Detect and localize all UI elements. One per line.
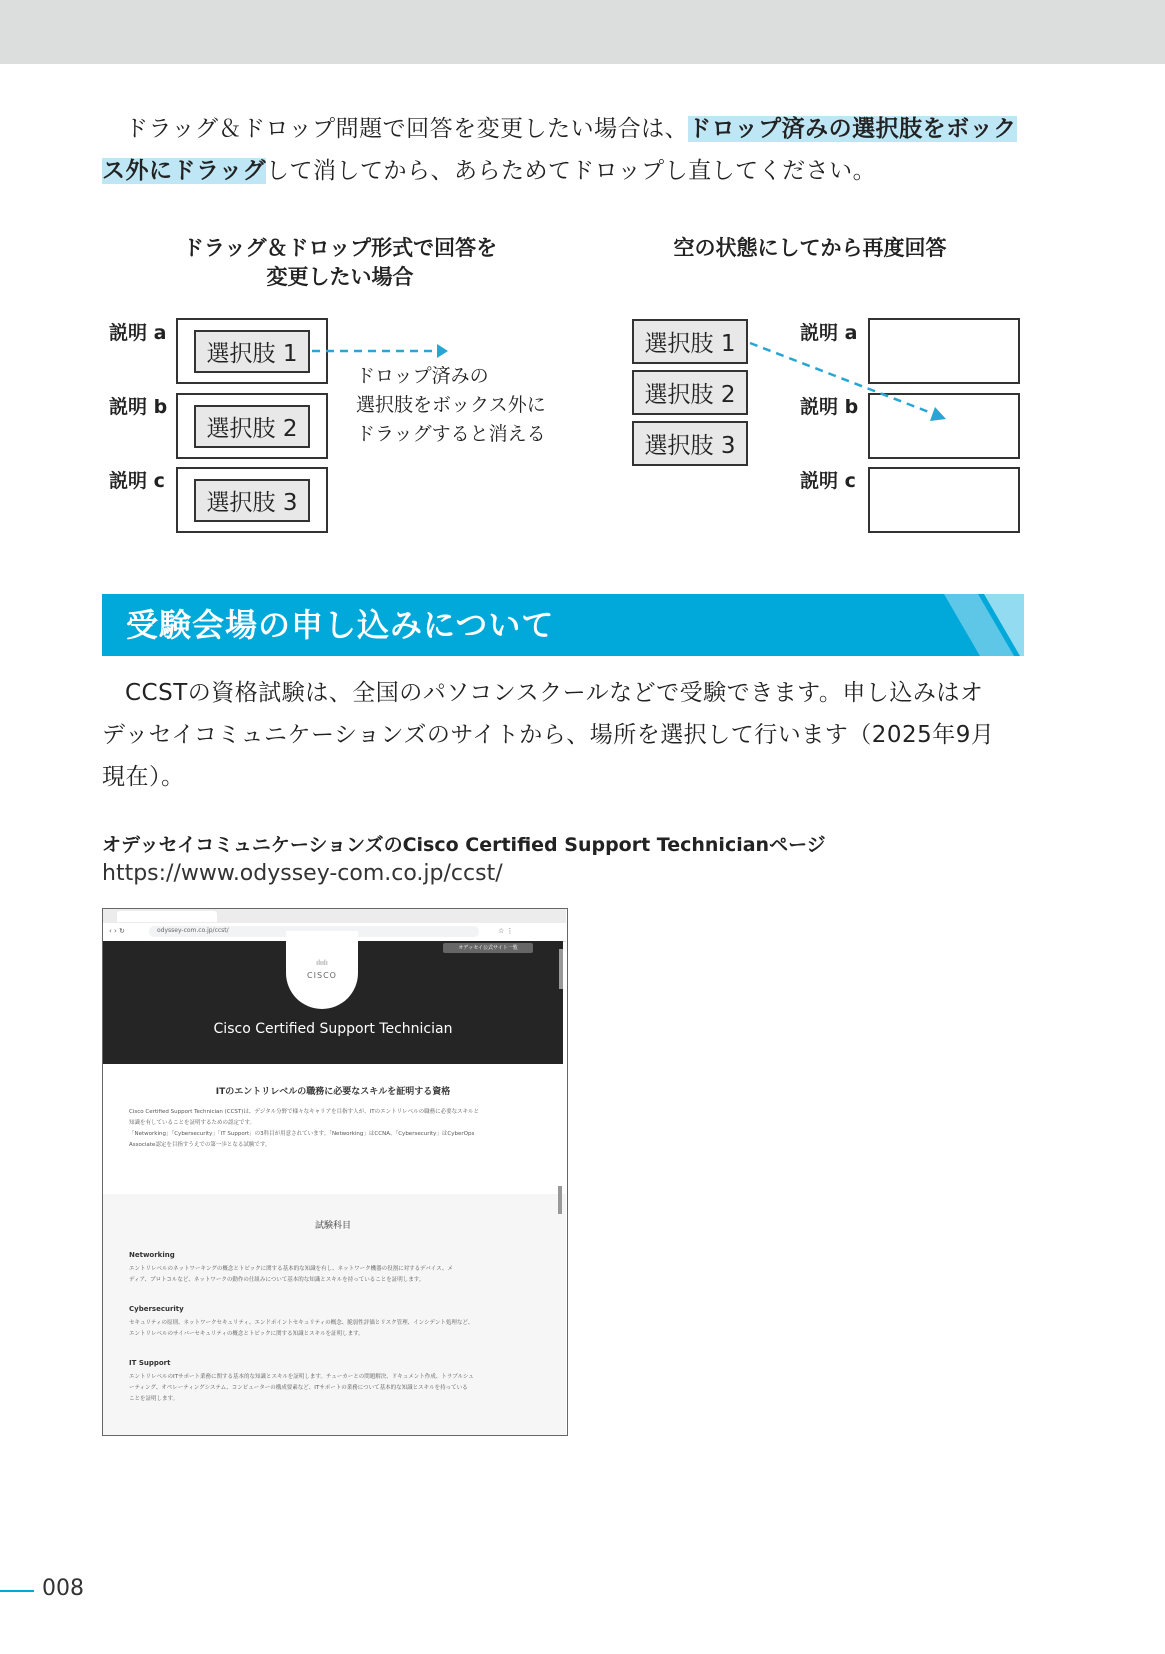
choice-2[interactable]: 選択肢 2: [632, 370, 748, 415]
cert-intro-line: 知識を有していることを証明するための認定です。: [129, 1120, 256, 1126]
section-heading-bar: [102, 594, 1024, 656]
address-text: odyssey-com.co.jp/ccst/: [157, 927, 229, 934]
section-text-line: 現在）。: [102, 764, 185, 790]
scrollbar-thumb-2[interactable]: [558, 1186, 562, 1214]
link-title: オデッセイコミュニケーションズのCisco Certified Support Technicianページ: [102, 834, 826, 856]
drag-out-arrowhead: [437, 344, 448, 358]
nav-arrows-icon[interactable]: ‹ › ↻: [109, 927, 125, 935]
diagram-left-title-line: 変更したい場合: [266, 265, 414, 289]
drag-note-line: ドロップ済みの: [356, 365, 489, 387]
hero-banner: [103, 941, 563, 1064]
section-title: 受験会場の申し込みについて: [126, 606, 555, 644]
scrollbar-thumb[interactable]: [559, 949, 563, 989]
subject-line: セキュリティの原則、ネットワークセキュリティ、エンドポイントセキュリティの概念、脆弱性評価とリスク管理、インシデント処理など、: [129, 1320, 474, 1326]
diagram-right-title: 空の状態にしてから再度回答: [673, 236, 947, 260]
browser-tab[interactable]: [117, 911, 217, 922]
dropped-choice-2[interactable]: 選択肢 2: [194, 405, 310, 448]
diagram-arrows: [0, 0, 1165, 600]
cert-heading: ITのエントリレベルの職務に必要なスキルを証明する資格: [215, 1087, 451, 1097]
subject-line: エントリレベルのサイバーセキュリティの概念とトピックに関する知識とスキルを証明します。: [129, 1331, 364, 1337]
subject-name: Networking: [129, 1251, 175, 1259]
subjects-section: [103, 1194, 566, 1436]
cisco-logo-badge: [286, 931, 358, 1009]
intro-highlight-2: ス外にドラッグ: [102, 158, 267, 184]
intro-text-2: して消してから、あらためてドロップし直してください。: [266, 158, 877, 184]
browser-tabbar: [103, 909, 566, 923]
cert-intro-line: 「Networking」「Cybersecurity」「IT Support」の3科目が用意されています。「Networking」はCCNA、「Cybersecurity」はCyberOps: [129, 1131, 475, 1137]
subject-name: IT Support: [129, 1359, 171, 1367]
website-screenshot: [102, 908, 568, 1436]
drop-arrowhead: [930, 407, 946, 421]
diagram-left-title-line: ドラッグ＆ドロップ形式で回答を: [182, 236, 498, 260]
drag-note-line: 選択肢をボックス外に: [356, 394, 546, 416]
cisco-bars-icon: ılıılı: [316, 959, 328, 967]
section-text-line: CCSTの資格試験は、全国のパソコンスクールなどで受験できます。申し込みはオ: [125, 680, 984, 706]
right-label-c: 説明 c: [800, 470, 856, 492]
subject-line: ディア、プロトコルなど、ネットワークの動作の仕組みについて基本的な知識とスキルを持っていることを証明します。: [129, 1277, 425, 1283]
left-label-c: 説明 c: [109, 470, 165, 492]
cert-intro-line: Associate認定を目指すうえでの第一歩となる試験です。: [129, 1142, 271, 1148]
cisco-logo: CISCO: [307, 971, 337, 980]
subject-line: エントリレベルのネットワーキングの概念とトピックに関する基本的な知識を有し、ネットワーク機器の役割に対するデバイス、メ: [129, 1266, 453, 1272]
page-number-rule: [0, 1590, 34, 1592]
cert-intro-line: Cisco Certified Support Technician (CCST)は、デジタル分野で様々なキャリアを目指す人が、ITのエントリレベルの職務に必要なスキルと: [129, 1109, 480, 1115]
subject-line: ーティング、オペレーティングシステム、コンピューターの構成要素など、ITサポートの業務について基本的な知識とスキルを持っている: [129, 1385, 468, 1391]
drag-note-line: ドラッグすると消える: [356, 423, 546, 445]
left-label-a: 説明 a: [109, 322, 167, 344]
choice-3[interactable]: 選択肢 3: [632, 421, 748, 466]
left-label-b: 説明 b: [109, 396, 168, 418]
choice-1[interactable]: 選択肢 1: [632, 319, 748, 364]
drop-arrow-line: [750, 343, 934, 414]
dropped-choice-1[interactable]: 選択肢 1: [194, 330, 310, 373]
subjects-heading: 試験科目: [314, 1221, 351, 1231]
section-paragraph: [102, 672, 1032, 798]
hero-title: Cisco Certified Support Technician: [213, 1021, 453, 1037]
subject-name: Cybersecurity: [129, 1305, 184, 1313]
section-bar-stripes: [944, 594, 1024, 656]
sites-list-button[interactable]: オデッセイ公式サイト一覧: [443, 943, 533, 953]
right-label-b: 説明 b: [800, 396, 859, 418]
link-url[interactable]: https://www.odyssey-com.co.jp/ccst/: [102, 861, 503, 886]
browser-menu-icon[interactable]: ☆ ⋮: [498, 927, 514, 935]
page-number: 008: [42, 1576, 84, 1601]
right-label-a: 説明 a: [800, 322, 858, 344]
subject-line: ことを証明します。: [129, 1396, 179, 1402]
cert-intro: [129, 1107, 549, 1151]
dropped-choice-3[interactable]: 選択肢 3: [194, 479, 310, 522]
intro-highlight: ドロップ済みの選択肢をボック: [688, 116, 1017, 142]
section-text-line: デッセイコミュニケーションズのサイトから、場所を選択して行います（2025年9月: [102, 722, 995, 748]
intro-text: ドラッグ＆ドロップ問題で回答を変更したい場合は、: [125, 116, 689, 142]
subject-line: エントリレベルのITサポート業務に関する基本的な知識とスキルを証明します。チューカーとの問題解決、ドキュメント作成、トラブルシュ: [129, 1374, 474, 1380]
